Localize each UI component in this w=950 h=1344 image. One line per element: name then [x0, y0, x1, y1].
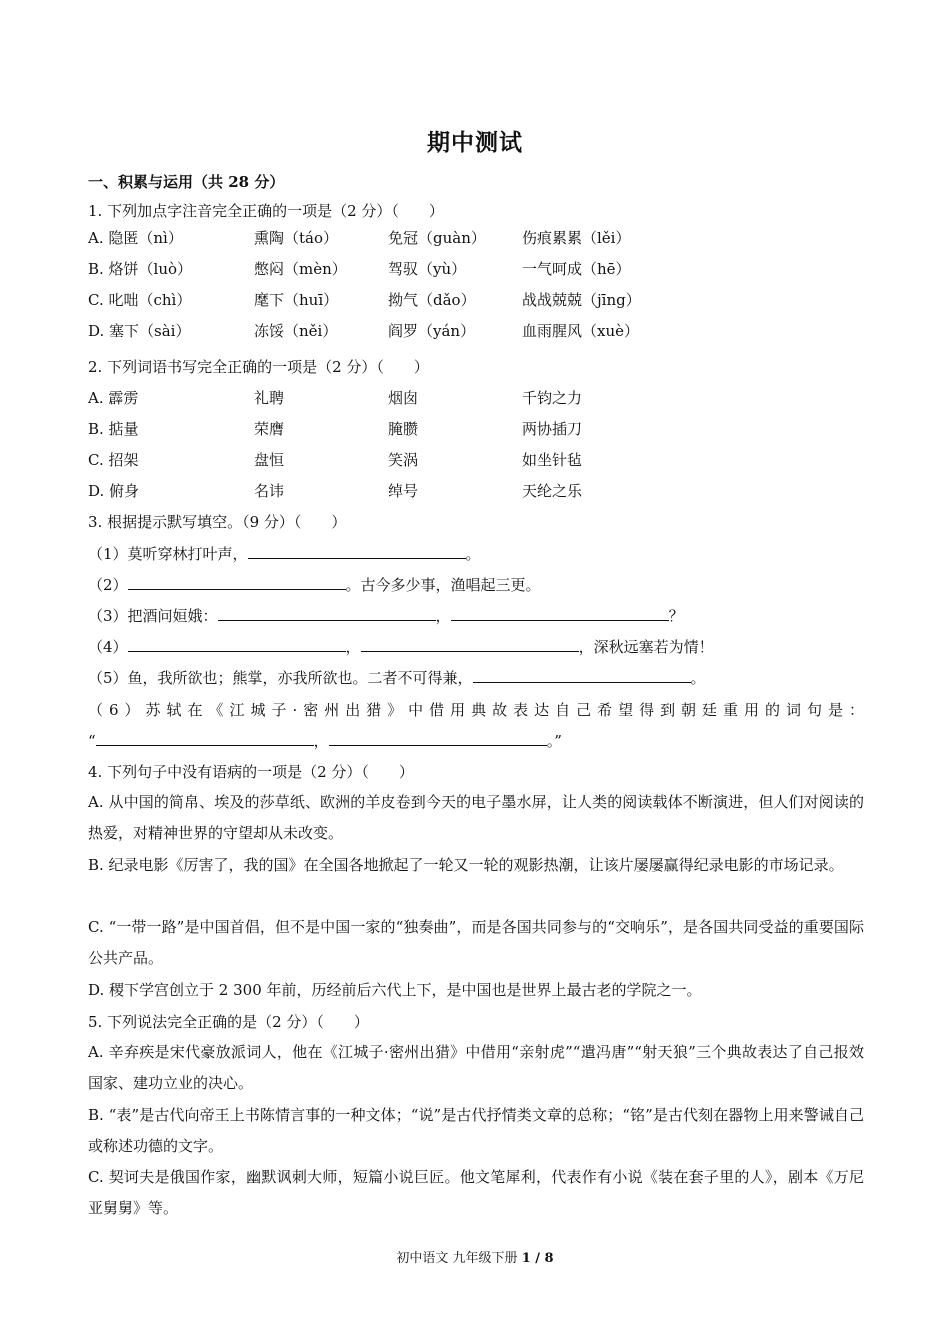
fill-line-4: [88, 637, 714, 657]
fill-line-1: [88, 544, 481, 564]
page-number: 1 / 8: [521, 1251, 554, 1266]
option-cell: D. 俯身: [88, 482, 140, 500]
page-footer: [0, 1247, 950, 1266]
option-cell: 熏陶（táo）: [254, 229, 339, 247]
question-4-option-c: C. “一带一路”是中国首倡，但不是中国一家的“独奏曲”，而是各国共同参与的“交响乐”，是各国共同受益的重要国际公共产品。: [88, 918, 864, 967]
answer-blank[interactable]: [128, 637, 346, 652]
option-cell: A. 隐匿（nì）: [88, 229, 183, 247]
option-cell: 盘恒: [254, 451, 285, 469]
option-cell: B. 掂量: [88, 420, 139, 438]
answer-blank[interactable]: [96, 731, 314, 746]
fill-text: “: [88, 732, 96, 750]
question-4-option-d: D. 稷下学宫创立于 2 300 年前，历经前后六代上下，是中国也是世界上最古老的学院之一。: [88, 981, 702, 999]
answer-blank[interactable]: [128, 575, 346, 590]
question-5-stem: 5. 下列说法完全正确的是（2 分）（ ）: [88, 1013, 369, 1031]
fill-line-5: [88, 668, 706, 688]
question-5-option-a: A. 辛弃疾是宋代豪放派词人，他在《江城子·密州出猎》中借用“亲射虎”“遣冯唐”“射天狼”三个典故表达了自己报效国家、建功立业的决心。: [88, 1043, 864, 1092]
option-cell: 笑涡: [388, 451, 419, 469]
fill-line-7: [88, 731, 562, 751]
option-cell: 礼聘: [254, 389, 285, 407]
fill-text: 。”: [546, 732, 562, 750]
answer-blank[interactable]: [473, 668, 691, 683]
option-cell: 天纶之乐: [522, 482, 583, 500]
answer-blank[interactable]: [451, 606, 669, 621]
fill-line-2: [88, 575, 541, 595]
fill-text: 。古今多少事，渔唱起三更。: [345, 576, 541, 594]
option-cell: 两协插刀: [522, 420, 583, 438]
fill-text: ，: [345, 638, 361, 656]
option-cell: 驾驭（yù）: [388, 260, 467, 278]
fill-text: （4）: [88, 638, 128, 656]
option-cell: 免冠（guàn）: [388, 229, 486, 247]
option-cell: 憋闷（mèn）: [254, 260, 347, 278]
option-cell: C. 叱咄（chì）: [88, 291, 192, 309]
answer-blank[interactable]: [329, 731, 547, 746]
fill-text: ，: [313, 732, 329, 750]
fill-text: ？: [668, 607, 684, 625]
fill-text: （5）鱼，我所欲也；熊掌，亦我所欲也。二者不可得兼，: [88, 669, 473, 687]
question-3-stem: 3. 根据提示默写填空。（9 分）（ ）: [88, 513, 347, 531]
option-cell: 腌臜: [388, 420, 419, 438]
option-cell: 冻馁（něi）: [254, 322, 338, 340]
option-cell: 战战兢兢（jīng）: [522, 291, 641, 309]
question-1-stem: 1. 下列加点字注音完全正确的一项是（2 分）（ ）: [88, 202, 444, 220]
fill-text: （2）: [88, 576, 128, 594]
option-cell: 一气呵成（hē）: [522, 260, 631, 278]
option-cell: D. 塞下（sài）: [88, 322, 191, 340]
option-cell: 阎罗（yán）: [388, 322, 476, 340]
fill-text: （1）莫听穿林打叶声，: [88, 545, 248, 563]
question-2-stem: 2. 下列词语书写完全正确的一项是（2 分）（ ）: [88, 358, 429, 376]
option-cell: 绰号: [388, 482, 419, 500]
fill-text: 。: [690, 669, 706, 687]
option-cell: 血雨腥风（xuè）: [522, 322, 639, 340]
fill-text: 。: [465, 545, 481, 563]
option-cell: 拗气（dǎo）: [388, 291, 476, 309]
answer-blank[interactable]: [218, 606, 436, 621]
option-cell: 千钧之力: [522, 389, 583, 407]
option-cell: 如坐针毡: [522, 451, 583, 469]
question-4-option-b: B. 纪录电影《厉害了，我的国》在全国各地掀起了一轮又一轮的观影热潮，让该片屡屡赢得纪录电影的市场记录。: [88, 856, 844, 874]
question-4-stem: 4. 下列句子中没有语病的一项是（2 分）（ ）: [88, 763, 414, 781]
option-cell: 伤痕累累（lěi）: [522, 229, 631, 247]
question-4-option-a: A. 从中国的简帛、埃及的莎草纸、欧洲的羊皮卷到今天的电子墨水屏，让人类的阅读载体不断演进，但人们对阅读的热爱，对精神世界的守望却从未改变。: [88, 793, 864, 842]
option-cell: 麾下（huī）: [254, 291, 339, 309]
answer-blank[interactable]: [248, 544, 466, 559]
fill-text: ，深秋远塞若为情！: [578, 638, 714, 656]
option-cell: 名讳: [254, 482, 285, 500]
page-title: 期中测试: [427, 129, 523, 156]
option-cell: A. 霹雳: [88, 389, 139, 407]
fill-line-6: （6）苏轼在《江城子·密州出猎》中借用典故表达自己希望得到朝廷重用的词句是：: [88, 701, 864, 719]
option-cell: B. 烙饼（luò）: [88, 260, 193, 278]
fill-text: （3）把酒问姮娥：: [88, 607, 218, 625]
option-cell: 荣膺: [254, 420, 285, 438]
answer-blank[interactable]: [361, 637, 579, 652]
fill-text: ，: [435, 607, 451, 625]
footer-text: 初中语文 九年级下册: [396, 1251, 522, 1266]
option-cell: C. 招架: [88, 451, 139, 469]
fill-line-3: [88, 606, 684, 626]
question-5-option-c: C. 契诃夫是俄国作家，幽默讽刺大师，短篇小说巨匠。他文笔犀利，代表作有小说《装在套子里的人》，剧本《万尼亚舅舅》等。: [88, 1168, 864, 1217]
question-5-option-b: B. “表”是古代向帝王上书陈情言事的一种文体；“说”是古代抒情类文章的总称；“铭”是古代刻在器物上用来警诫自己或称述功德的文字。: [88, 1106, 864, 1155]
section-heading: 一、积累与运用（共 28 分）: [88, 173, 285, 191]
option-cell: 烟囱: [388, 389, 419, 407]
